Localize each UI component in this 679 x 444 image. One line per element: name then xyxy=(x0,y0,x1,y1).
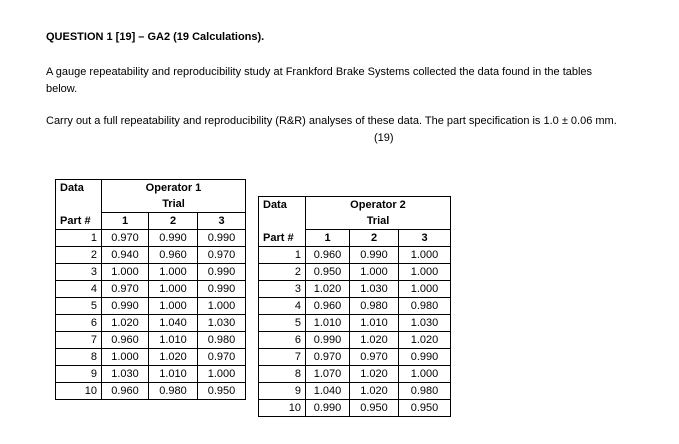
table-row xyxy=(259,264,451,281)
operator-1-table xyxy=(55,179,246,400)
trial-number: 2 xyxy=(350,230,399,247)
measurement-cell: 1.020 xyxy=(102,315,149,332)
measurement-cell: 1.040 xyxy=(149,315,198,332)
part-number: 9 xyxy=(259,383,306,400)
measurement-cell: 0.990 xyxy=(198,281,246,298)
measurement-cell: 1.000 xyxy=(399,366,451,383)
measurement-cell: 1.000 xyxy=(149,264,198,281)
data-label: Data xyxy=(56,180,102,197)
measurement-cell: 0.940 xyxy=(102,247,149,264)
measurement-cell: 0.990 xyxy=(198,230,246,247)
measurement-cell: 1.030 xyxy=(198,315,246,332)
measurement-cell: 0.990 xyxy=(306,332,350,349)
table-row xyxy=(56,281,246,298)
part-number: 5 xyxy=(259,315,306,332)
trial-number: 3 xyxy=(198,213,246,230)
measurement-cell: 1.000 xyxy=(399,264,451,281)
table-row xyxy=(56,332,246,349)
part-number: 8 xyxy=(56,349,102,366)
measurement-cell: 0.980 xyxy=(149,383,198,400)
table-row xyxy=(259,247,451,264)
trial-number: 1 xyxy=(102,213,149,230)
measurement-cell: 1.010 xyxy=(350,315,399,332)
part-number: 3 xyxy=(56,264,102,281)
measurement-cell: 0.960 xyxy=(149,247,198,264)
part-number: 3 xyxy=(259,281,306,298)
measurement-cell: 1.020 xyxy=(399,332,451,349)
trial-number: 3 xyxy=(399,230,451,247)
measurement-cell: 1.030 xyxy=(399,315,451,332)
table-row xyxy=(56,230,246,247)
part-number: 5 xyxy=(56,298,102,315)
table-row xyxy=(56,247,246,264)
part-number: 7 xyxy=(56,332,102,349)
part-number: 10 xyxy=(56,383,102,400)
measurement-cell: 0.960 xyxy=(102,332,149,349)
part-number: 6 xyxy=(56,315,102,332)
table-row xyxy=(56,349,246,366)
measurement-cell: 0.990 xyxy=(149,230,198,247)
measurement-cell: 0.980 xyxy=(198,332,246,349)
trial-label: Trial xyxy=(102,196,246,213)
measurement-cell: 0.950 xyxy=(399,400,451,417)
measurement-cell: 1.010 xyxy=(306,315,350,332)
measurement-cell: 1.020 xyxy=(149,349,198,366)
part-label: Part # xyxy=(259,230,306,247)
trial-label: Trial xyxy=(306,213,451,230)
part-number: 4 xyxy=(259,298,306,315)
measurement-cell: 1.000 xyxy=(399,281,451,298)
table-row xyxy=(259,366,451,383)
measurement-cell: 1.030 xyxy=(350,281,399,298)
trial-number: 2 xyxy=(149,213,198,230)
part-number: 1 xyxy=(56,230,102,247)
part-number: 2 xyxy=(56,247,102,264)
table-row xyxy=(56,383,246,400)
part-label: Part # xyxy=(56,213,102,230)
measurement-cell: 1.000 xyxy=(399,247,451,264)
part-number: 8 xyxy=(259,366,306,383)
part-number: 2 xyxy=(259,264,306,281)
table-row xyxy=(56,264,246,281)
measurement-cell: 1.000 xyxy=(350,264,399,281)
measurement-cell: 1.020 xyxy=(350,366,399,383)
measurement-cell: 0.980 xyxy=(350,298,399,315)
table-row xyxy=(56,315,246,332)
table-row xyxy=(56,298,246,315)
measurement-cell: 0.950 xyxy=(306,264,350,281)
question-marks: (19) xyxy=(374,132,394,144)
part-number: 1 xyxy=(259,247,306,264)
measurement-cell: 1.040 xyxy=(306,383,350,400)
measurement-cell: 0.990 xyxy=(198,264,246,281)
measurement-cell: 0.970 xyxy=(198,247,246,264)
measurement-cell: 0.960 xyxy=(306,298,350,315)
measurement-cell: 0.960 xyxy=(306,247,350,264)
measurement-cell: 0.950 xyxy=(198,383,246,400)
measurement-cell: 0.970 xyxy=(102,281,149,298)
measurement-cell: 1.010 xyxy=(149,366,198,383)
data-label: Data xyxy=(259,197,306,214)
measurement-cell: 0.960 xyxy=(102,383,149,400)
measurement-cell: 0.980 xyxy=(399,298,451,315)
operator-label: Operator 2 xyxy=(306,197,451,214)
measurement-cell: 0.970 xyxy=(306,349,350,366)
trial-number: 1 xyxy=(306,230,350,247)
measurement-cell: 1.000 xyxy=(149,281,198,298)
measurement-cell: 1.000 xyxy=(102,264,149,281)
measurement-cell: 0.990 xyxy=(102,298,149,315)
measurement-cell: 0.950 xyxy=(350,400,399,417)
measurement-cell: 0.970 xyxy=(198,349,246,366)
table-row xyxy=(259,298,451,315)
measurement-cell: 0.990 xyxy=(306,400,350,417)
part-number: 7 xyxy=(259,349,306,366)
measurement-cell: 1.000 xyxy=(102,349,149,366)
question-task-paragraph xyxy=(46,113,626,144)
measurement-cell: 1.000 xyxy=(198,298,246,315)
measurement-cell: 1.000 xyxy=(149,298,198,315)
question-intro-paragraph: A gauge repeatability and reproducibility study at Frankford Brake Systems collected the data found in the tables below. xyxy=(46,66,593,95)
measurement-cell: 1.030 xyxy=(102,366,149,383)
table-row xyxy=(259,315,451,332)
part-number: 9 xyxy=(56,366,102,383)
table-row xyxy=(259,281,451,298)
table-row xyxy=(259,349,451,366)
operator-label: Operator 1 xyxy=(102,180,246,197)
question-task-text: Carry out a full repeatability and reproducibility (R&R) analyses of these data. The part specification is 1.0 ± 0.06 mm. xyxy=(46,115,617,127)
measurement-cell: 0.980 xyxy=(399,383,451,400)
measurement-cell: 1.020 xyxy=(350,332,399,349)
measurement-cell: 1.070 xyxy=(306,366,350,383)
measurement-cell: 1.010 xyxy=(149,332,198,349)
measurement-cell: 0.970 xyxy=(102,230,149,247)
measurement-cell: 0.990 xyxy=(350,247,399,264)
measurement-cell: 1.020 xyxy=(306,281,350,298)
measurement-cell: 1.000 xyxy=(198,366,246,383)
table-row xyxy=(259,383,451,400)
measurement-cell: 1.020 xyxy=(350,383,399,400)
measurement-cell: 0.990 xyxy=(399,349,451,366)
question-heading: QUESTION 1 [19] – GA2 (19 Calculations). xyxy=(46,31,265,43)
part-number: 6 xyxy=(259,332,306,349)
part-number: 4 xyxy=(56,281,102,298)
measurement-cell: 0.970 xyxy=(350,349,399,366)
operator-2-table xyxy=(258,196,451,417)
table-row xyxy=(56,366,246,383)
table-row xyxy=(259,400,451,417)
part-number: 10 xyxy=(259,400,306,417)
table-row xyxy=(259,332,451,349)
